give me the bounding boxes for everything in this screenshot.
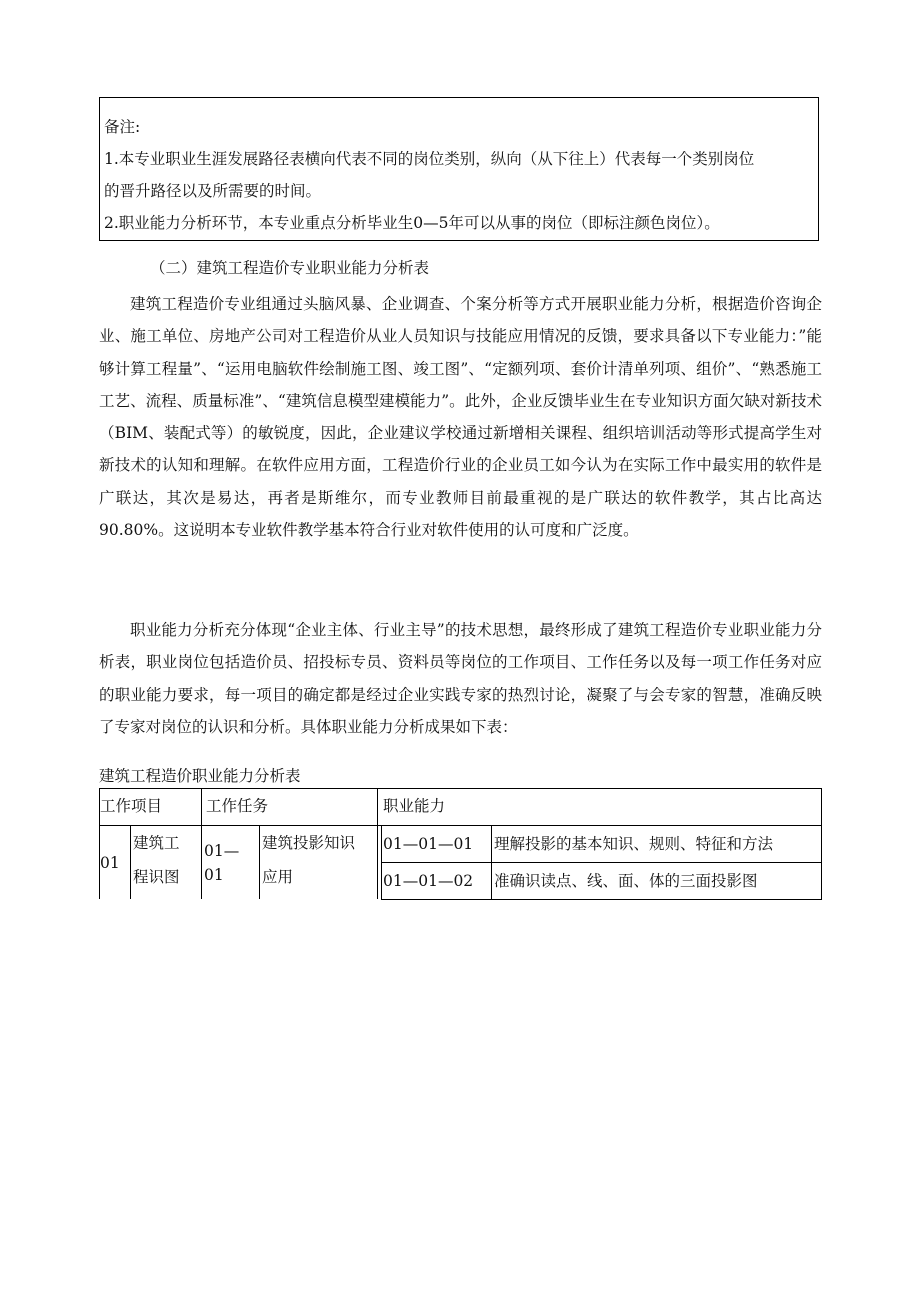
table-caption: 建筑工程造价职业能力分析表 xyxy=(99,767,301,785)
ability-description: 理解投影的基本知识、规则、特征和方法 xyxy=(494,835,774,853)
ability-code: 01—01—02 xyxy=(383,872,474,890)
header-ability: 职业能力 xyxy=(383,797,446,815)
project-name-line-1: 建筑工 xyxy=(133,834,180,852)
ability-code: 01—01—01 xyxy=(383,835,474,853)
project-code: 01 xyxy=(100,854,120,872)
ability-description: 准确识读点、线、面、体的三面投影图 xyxy=(494,872,758,890)
ability-code-divider xyxy=(491,825,492,899)
project-name-line-2: 程识图 xyxy=(133,868,180,886)
project-code-divider xyxy=(130,825,131,899)
ability-left-border xyxy=(381,825,382,899)
table-right-border xyxy=(821,788,822,899)
project-task-divider xyxy=(201,788,202,899)
task-code-divider xyxy=(259,825,260,899)
note-heading: 备注: xyxy=(104,118,141,136)
task-code-line-2: 01 xyxy=(204,866,224,884)
body-paragraph-1: 建筑工程造价专业组通过头脑风暴、企业调查、个案分析等方式开展职业能力分析，根据造价咨询企业、施工单位、房地产公司对工程造价从业人员知识与技能应用情况的反馈，要求具备以下专业能力：”能够计算工程量”、“运用电脑软件绘制施工图、竣工图”、“定额列项、套价计清单列项、组价”、“熟悉施工工艺、流程、质量标准”、“建筑信息模型建模能力”。此外，企业反馈毕业生在专业知识方面欠缺对新技术（BIM、装配式等）的敏锐度，因此，企业建议学校通过新增相关课程、组织培训活动等形式提高学生对新技术的认知和理解。在软件应用方面，工程造价行业的企业员工如今认为在实际工作中最实用的软件是广联达，其次是易达，再者是斯维尔，而专业教师目前最重视的是广联达的软件教学，其占比高达90.80%。这说明本专业软件教学基本符合行业对软件使用的认可度和广泛度。 xyxy=(99,295,822,540)
ability-row-divider xyxy=(381,862,822,863)
task-name-line-1: 建筑投影知识 xyxy=(262,834,356,852)
task-ability-header-divider xyxy=(377,788,378,825)
note-item-1-line-1: 1.本专业职业生涯发展路径表横向代表不同的岗位类别，纵向（从下往上）代表每一个类别岗位 xyxy=(104,150,755,168)
header-bottom-border xyxy=(99,825,822,826)
task-name-line-2: 应用 xyxy=(262,868,294,886)
table-top-border xyxy=(99,788,822,789)
ability-bottom-border xyxy=(381,899,822,900)
note-item-2: 2.职业能力分析环节，本专业重点分析毕业生0—5年可以从事的岗位（即标注颜色岗位）。 xyxy=(104,214,720,232)
task-name-divider xyxy=(377,825,378,899)
section-title: （二）建筑工程造价专业职业能力分析表 xyxy=(150,259,430,277)
note-item-1-line-2: 的晋升路径以及所需要的时间。 xyxy=(104,182,322,200)
header-work-task: 工作任务 xyxy=(206,797,269,815)
task-code-line-1: 01— xyxy=(204,842,240,860)
body-paragraph-2: 职业能力分析充分体现“企业主体、行业主导”的技术思想，最终形成了建筑工程造价专业职业能力分析表，职业岗位包括造价员、招投标专员、资料员等岗位的工作项目、工作任务以及每一项工作任务对应的职业能力要求，每一项目的确定都是经过企业实践专家的热烈讨论，凝聚了与会专家的智慧，准确反映了专家对岗位的认识和分析。具体职业能力分析成果如下表： xyxy=(99,621,822,736)
note-box xyxy=(99,97,819,241)
header-work-project: 工作项目 xyxy=(100,797,163,815)
